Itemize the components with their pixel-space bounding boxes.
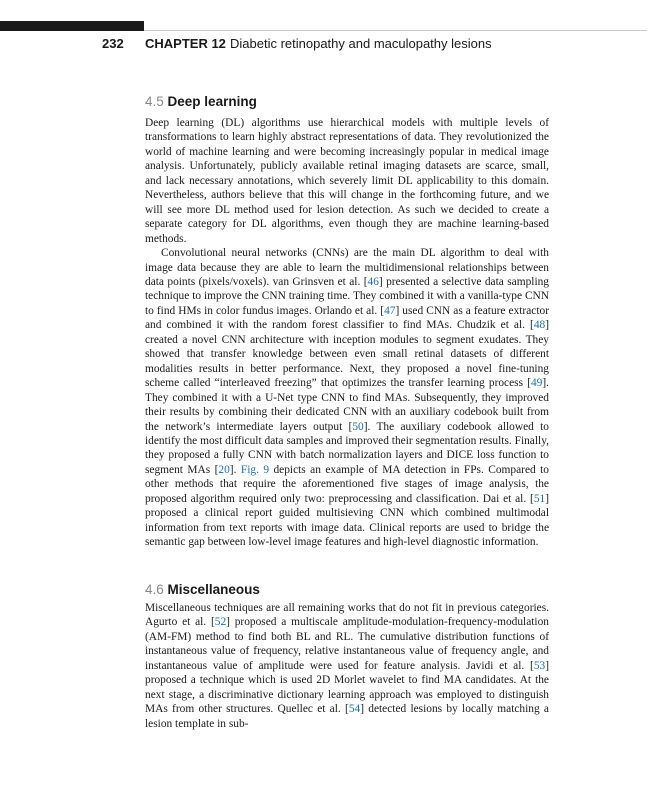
section-number: 4.5 [145,94,164,109]
text-run: ] used CNN as a feature extractor and combined it with the random forest classifier to find MAs. Chudzik et al. [ [145,304,549,332]
text-run: Miscellaneous techniques are all remaining works that do not fit in previous categories. Agurto et al. [ [145,602,549,629]
text-run: depicts an example of MA detection in FPs. Compared to other methods that require the aforementioned five stages of image analysis, the proposed algorithm required only two: preprocessing and classification. Dai et al. [ [145,463,549,505]
chapter-title: Diabetic retinopathy and maculopathy lesions [230,36,492,51]
section-heading [145,92,549,111]
reference-link[interactable]: 20 [218,463,230,476]
section-deep-learning [145,92,549,550]
text-run: Deep learning (DL) algorithms use hierarchical models with multiple levels of transformations to learn highly abstract representations of data. They revolutionized the world of machine learning and were becoming increasingly popular in medical image analysis. Unfortunately, publicly available retinal imaging datasets are scarce, small, and lack necessary annotations, which severely limit DL applicability to this domain. Nevertheless, authors believe that this will change in the forthcoming future, and we will see more DL method used for lesion detection. As such we decided to create a separate category for DL algorithms, even though they are machine learning-based methods. [145,117,549,245]
text-run: ] presented a selective data sampling technique to improve the CNN training time. They combined it with a vanilla-type CNN to find HMs in color fundus images. Orlando et al. [ [145,275,549,317]
header-bar [0,21,144,31]
header-rule [144,30,647,31]
paragraph [145,246,549,550]
text-run: ]. [229,463,241,476]
reference-link[interactable]: 47 [384,304,396,317]
reference-link[interactable]: 48 [533,319,546,332]
reference-link[interactable]: 54 [348,703,361,716]
chapter-label: CHAPTER 12 [145,36,226,51]
running-head [0,36,647,54]
text-run: ] proposed a technique which is used 2D Morlet wavelet to find MA candidates. At the next stage, a discriminative dictionary learning approach was employed to distinguish MAs from other structures. Quellec et al. [ [145,659,549,716]
text-run: ] detected lesions by locally matching a lesion template in sub- [145,703,549,730]
paragraph [145,601,549,731]
reference-link[interactable]: 46 [367,275,379,288]
section-number: 4.6 [145,582,164,597]
reference-link[interactable]: 49 [530,377,543,390]
reference-link[interactable]: 52 [214,616,227,629]
paragraph [145,116,549,246]
reference-link[interactable]: Fig. 9 [240,463,270,476]
reference-link[interactable]: 50 [352,420,364,433]
section-heading [145,580,549,599]
section-title: Miscellaneous [167,582,260,597]
reference-link[interactable]: 53 [533,659,546,672]
section-miscellaneous [145,580,549,731]
reference-link[interactable]: 51 [533,492,546,505]
text-run: ]. They combined it with a U-Net type CNN to find MAs. Subsequently, they improved their results by combining their dedicated CNN with an auxiliary codebook built from the network’s intermediate layers output [ [145,377,549,433]
text-run: ] created a novel CNN architecture with inception modules to segment exudates. They showed that transfer knowledge between even small retinal datasets of different modalities results in better performance. Next, they proposed a novel fine-tuning scheme called “interleaved freezing” that optimizes the transfer learning process [ [145,319,549,390]
text-run: ] proposed a clinical report guided multisieving CNN which combined multimodal information from text reports with image data. Clinical reports are used to bridge the semantic gap between low-level image features and high-level diagnostic information. [145,492,549,549]
text-run: ] proposed a multiscale amplitude-modulation-frequency-modulation (AM-FM) method to find both BL and RL. The cumulative distribution functions of instantaneous value of frequency, relative instantaneous value of frequency angle, and instantaneous value of amplitude were used for feature analysis. Javidi et al. [ [145,616,549,672]
section-title: Deep learning [167,94,257,109]
page-number: 232 [102,36,124,51]
text-run: Convolutional neural networks (CNNs) are the main DL algorithm to deal with image data because they are able to learn the multidimensional relationships between data points (pixels/voxels). van Grinsven et al. [ [145,247,549,288]
text-run: ]. The auxiliary codebook allowed to identify the most difficult data samples and improved their segmentation results. Finally, they proposed a fully CNN with batch normalization layers and DICE loss function to segment MAs [ [145,420,549,476]
